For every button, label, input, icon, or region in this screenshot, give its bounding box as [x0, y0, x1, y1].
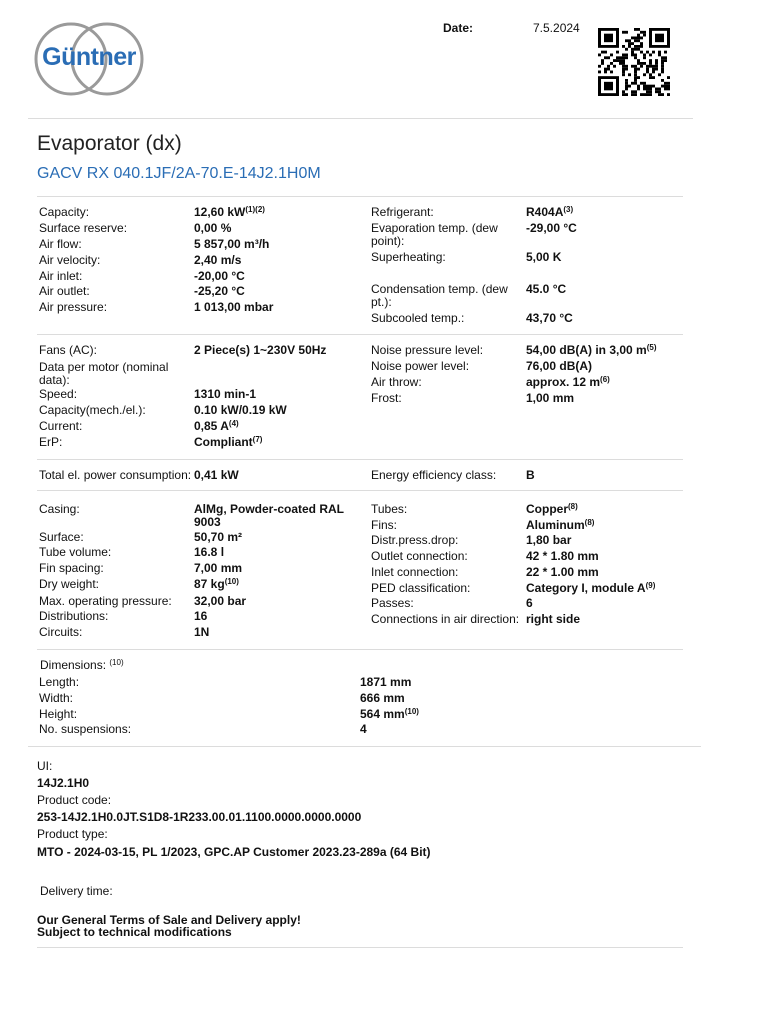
spec-value: -25,20 °C — [194, 284, 245, 298]
qr-code-icon — [598, 28, 670, 96]
spec-value: 42 * 1.80 mm — [526, 549, 599, 563]
spec-value: 564 $mm^{(10)}$ — [360, 707, 419, 721]
spec-label: Noise pressure level: — [371, 343, 484, 357]
company-logo — [34, 18, 144, 100]
footer-divider — [37, 947, 683, 948]
product-type-value: MTO - 2024-03-15, PL 1/2023, GPC.AP Customer 2023.23-289a (64 Bit) — [37, 845, 431, 859]
spec-value: 1,80 bar — [526, 533, 572, 547]
spec-label: Condensation temp. (dew pt.): — [371, 282, 508, 309]
spec-value: 87 $kg^{(10)}$ — [194, 577, 239, 591]
spec-value: 2 Piece(s) 1~230V 50Hz — [194, 343, 327, 357]
spec-value: 2,40 m/s — [194, 253, 242, 267]
spec-label: Connections in air direction: — [371, 612, 520, 626]
divider-4 — [37, 490, 683, 491]
spec-value: 6 — [526, 596, 533, 610]
spec-value: 7,00 mm — [194, 561, 243, 575]
spec-label: Width: — [39, 691, 74, 705]
spec-label: Current: — [39, 419, 83, 433]
spec-label: Noise power level: — [371, 359, 470, 373]
spec-label: Air outlet: — [39, 284, 90, 298]
spec-label: Capacity: — [39, 205, 90, 219]
spec-value: 54,00 dB(A) in 3,00 $m^{(5)}$ — [526, 343, 657, 357]
spec-label: PED classification: — [371, 581, 471, 595]
spec-value: right side — [526, 612, 581, 626]
spec-label: Length: — [39, 675, 80, 689]
divider-6 — [28, 746, 701, 747]
spec-label: Circuits: — [39, 625, 83, 639]
spec-value: 0,00 % — [194, 221, 232, 235]
spec-label: Air inlet: — [39, 269, 83, 283]
date-value: 7.5.2024 — [533, 21, 580, 35]
spec-value: approx. 12 $m^{(6)}$ — [526, 375, 610, 389]
divider-2 — [37, 334, 683, 335]
spec-label: Evaporation temp. (dew point): — [371, 221, 498, 248]
product-type-label: Product type: — [37, 827, 108, 841]
spec-label: Casing: — [39, 502, 80, 516]
spec-label: Air throw: — [371, 375, 422, 389]
spec-label: Subcooled temp.: — [371, 311, 465, 325]
spec-label: Dry weight: — [39, 577, 100, 591]
spec-value: 32,00 bar — [194, 594, 247, 608]
spec-value: 16.8 l — [194, 545, 225, 559]
dimensions-title: Dimensions: $^{(10)}$ — [40, 658, 124, 672]
spec-label: Air pressure: — [39, 300, 108, 314]
spec-value: Compliant$^{(7)}$ — [194, 435, 263, 449]
spec-label: Refrigerant: — [371, 205, 434, 219]
spec-label: Surface: — [39, 530, 84, 544]
spec-label: Energy efficiency class: — [371, 468, 497, 482]
spec-label: Fins: — [371, 518, 398, 532]
divider-5 — [37, 649, 683, 650]
spec-value: $R404A^{(3)}$ — [526, 205, 574, 219]
header-divider — [28, 118, 693, 119]
spec-label: Total el. power consumption: — [39, 468, 192, 482]
divider-3 — [37, 459, 683, 460]
spec-label: Outlet connection: — [371, 549, 468, 563]
spec-value: 0.10 kW/0.19 kW — [194, 403, 287, 417]
spec-value: 5 857,00 m³/h — [194, 237, 270, 251]
spec-value: Category I, module $A^{(9)}$ — [526, 581, 656, 595]
spec-value: Copper$^{(8)}$ — [526, 502, 578, 516]
spec-value: 4 — [360, 722, 367, 736]
spec-label: Distributions: — [39, 609, 109, 623]
spec-value: -29,00 °C — [526, 221, 577, 235]
ui-value: 14J2.1H0 — [37, 776, 90, 790]
spec-label: Tube volume: — [39, 545, 112, 559]
spec-label: Frost: — [371, 391, 402, 405]
spec-label: Fans (AC): — [39, 343, 98, 357]
spec-value: Aluminum$^{(8)}$ — [526, 518, 595, 532]
spec-value: 1871 mm — [360, 675, 412, 689]
spec-label: Air velocity: — [39, 253, 101, 267]
spec-label: Passes: — [371, 596, 414, 610]
spec-value: 1 013,00 mbar — [194, 300, 274, 314]
date-label: Date: — [443, 21, 474, 35]
spec-label: Distr.press.drop: — [371, 533, 459, 547]
spec-value: B — [526, 468, 535, 482]
spec-value: 43,70 °C — [526, 311, 573, 325]
spec-value: 45.0 °C — [526, 282, 567, 296]
spec-label: Max. operating pressure: — [39, 594, 172, 608]
spec-value: -20,00 °C — [194, 269, 245, 283]
spec-value: 1,00 mm — [526, 391, 575, 405]
spec-label: Speed: — [39, 387, 78, 401]
model-code: GACV RX 040.1JF/2A-70.E-14J2.1H0M — [37, 165, 321, 182]
spec-value: 16 — [194, 609, 208, 623]
spec-value: 0,85 $A^{(4)}$ — [194, 419, 239, 433]
spec-label: ErP: — [39, 435, 63, 449]
product-code-label: Product code: — [37, 793, 112, 807]
spec-value: 12,60 $kW^{(1)(2)}$ — [194, 205, 265, 219]
spec-value: 1310 min-1 — [194, 387, 257, 401]
page-title: Evaporator (dx) — [37, 132, 182, 155]
spec-label: Capacity(mech./el.): — [39, 403, 146, 417]
spec-value: 0,41 kW — [194, 468, 239, 482]
spec-label: Height: — [39, 707, 78, 721]
spec-label: Tubes: — [371, 502, 408, 516]
spec-value: 5,00 K — [526, 250, 562, 264]
logo-wordmark: Güntner — [42, 43, 136, 71]
spec-label: Fin spacing: — [39, 561, 104, 575]
spec-value: 666 mm — [360, 691, 405, 705]
terms-line-1: Our General Terms of Sale and Delivery apply! — [37, 913, 301, 927]
spec-value: AlMg, Powder-coated RAL 9003 — [194, 502, 344, 529]
delivery-time-label: Delivery time: — [40, 884, 113, 898]
spec-label: Air flow: — [39, 237, 82, 251]
spec-value: 50,70 m² — [194, 530, 243, 544]
spec-label: Data per motor (nominal data): — [39, 360, 169, 387]
divider-1 — [37, 196, 683, 197]
spec-label: Superheating: — [371, 250, 446, 264]
spec-label: Surface reserve: — [39, 221, 128, 235]
spec-value: 76,00 dB(A) — [526, 359, 593, 373]
product-code-value: 253-14J2.1H0.0JT.S1D8-1R233.00.01.1100.0000.0000.0000 — [37, 810, 362, 824]
spec-label: No. suspensions: — [39, 722, 132, 736]
spec-value: 1N — [194, 625, 210, 639]
ui-label: UI: — [37, 759, 53, 773]
spec-value: 22 * 1.00 mm — [526, 565, 599, 579]
spec-label: Inlet connection: — [371, 565, 459, 579]
terms-line-2: Subject to technical modifications — [37, 925, 232, 939]
